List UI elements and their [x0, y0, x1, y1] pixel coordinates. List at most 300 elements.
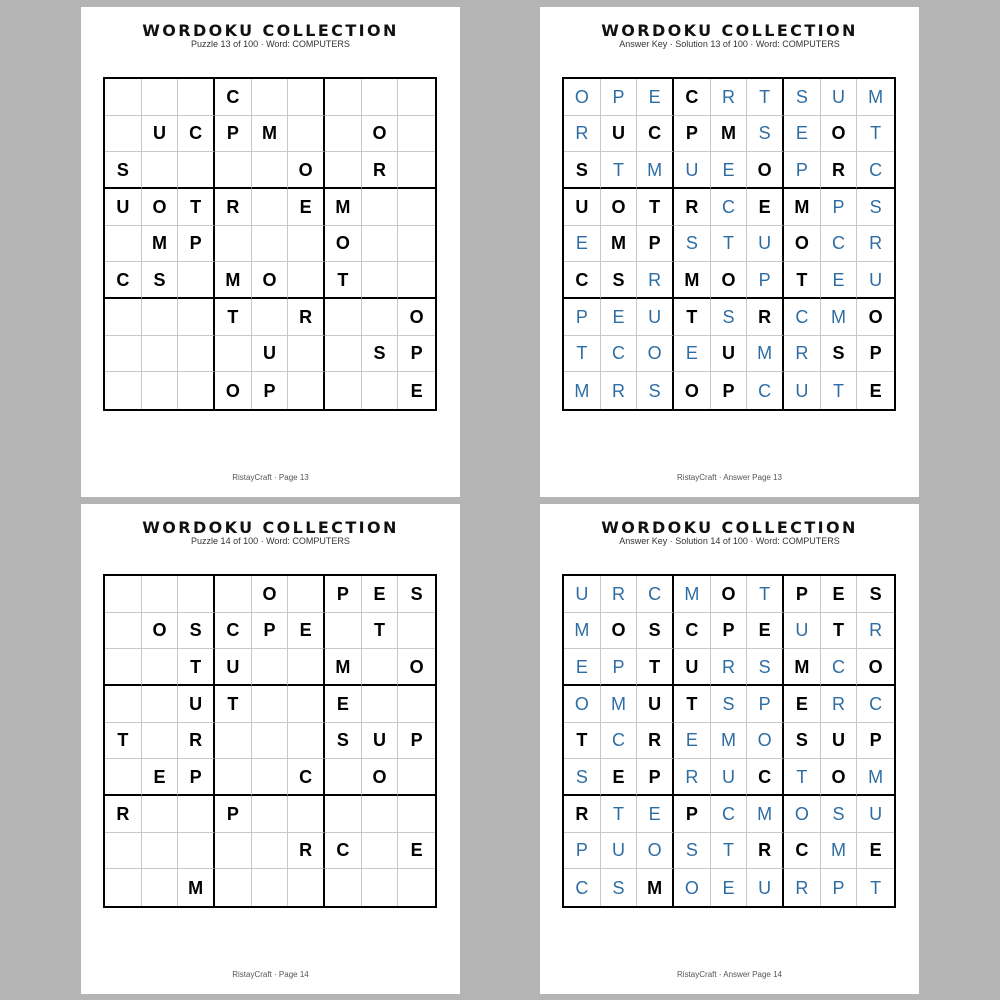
grid-cell: T	[601, 796, 638, 833]
grid-cell: R	[215, 189, 252, 226]
grid-cell: O	[784, 226, 821, 263]
grid-cell: M	[564, 372, 601, 409]
grid-cell	[288, 116, 325, 153]
grid-cell: S	[637, 372, 674, 409]
grid-cell: M	[674, 576, 711, 613]
grid-cell	[215, 723, 252, 760]
grid-cell	[325, 372, 362, 409]
grid-cell: E	[674, 336, 711, 373]
grid-cell: C	[178, 116, 215, 153]
page-subtitle: Answer Key · Solution 14 of 100 · Word: COMPUTERS	[619, 536, 840, 546]
grid-cell	[398, 613, 435, 650]
grid-cell: O	[288, 152, 325, 189]
grid-cell: R	[784, 869, 821, 906]
grid-cell: S	[637, 613, 674, 650]
grid-cell: C	[821, 226, 858, 263]
grid-cell: R	[637, 723, 674, 760]
grid-cell: R	[821, 152, 858, 189]
grid-cell: T	[215, 299, 252, 336]
grid-cell: O	[747, 152, 784, 189]
grid-cell: C	[747, 759, 784, 796]
grid-cell: E	[784, 686, 821, 723]
grid-cell: C	[601, 336, 638, 373]
grid-cell: C	[711, 189, 748, 226]
grid-cell: C	[857, 152, 894, 189]
grid-cell: E	[288, 189, 325, 226]
grid-cell	[252, 649, 289, 686]
grid-cell: P	[215, 796, 252, 833]
grid-cell	[105, 613, 142, 650]
grid-cell: S	[674, 833, 711, 870]
grid-cell: O	[564, 79, 601, 116]
grid-cell: C	[784, 833, 821, 870]
grid-cell: R	[288, 299, 325, 336]
grid-cell: R	[674, 189, 711, 226]
grid-cell: S	[325, 723, 362, 760]
grid-cell: P	[325, 576, 362, 613]
grid-cell	[142, 649, 179, 686]
grid-cell	[398, 116, 435, 153]
grid-cell	[362, 869, 399, 906]
grid-cell: P	[637, 759, 674, 796]
grid-cell: O	[215, 372, 252, 409]
grid-cell	[325, 336, 362, 373]
grid-cell: T	[821, 613, 858, 650]
grid-cell: S	[674, 226, 711, 263]
grid-cell: R	[857, 226, 894, 263]
grid-cell: O	[711, 262, 748, 299]
grid-cell: M	[601, 226, 638, 263]
grid-cell	[105, 336, 142, 373]
grid-cell	[362, 226, 399, 263]
grid-cell: U	[637, 299, 674, 336]
grid-cell: P	[674, 796, 711, 833]
grid-cell: U	[747, 869, 784, 906]
grid-cell	[142, 833, 179, 870]
grid-cell: S	[105, 152, 142, 189]
grid-cell: C	[784, 299, 821, 336]
grid-cell: E	[398, 833, 435, 870]
grid-cell: M	[821, 299, 858, 336]
grid-cell: T	[857, 116, 894, 153]
grid-cell: E	[288, 613, 325, 650]
grid-cell: O	[564, 686, 601, 723]
grid-cell	[325, 613, 362, 650]
grid-cell	[362, 189, 399, 226]
grid-cell: E	[564, 649, 601, 686]
grid-cell	[142, 336, 179, 373]
grid-cell: R	[821, 686, 858, 723]
grid-cell	[325, 796, 362, 833]
grid-cell	[105, 576, 142, 613]
grid-cell	[252, 299, 289, 336]
grid-cell	[142, 796, 179, 833]
grid-cell	[105, 686, 142, 723]
grid-cell	[398, 79, 435, 116]
grid-cell: O	[674, 372, 711, 409]
grid-cell: U	[857, 262, 894, 299]
grid-cell: C	[215, 79, 252, 116]
grid-cell	[325, 869, 362, 906]
grid-cell	[105, 833, 142, 870]
page-subtitle: Puzzle 14 of 100 · Word: COMPUTERS	[191, 536, 350, 546]
grid-cell: T	[870, 877, 882, 898]
grid-cell: M	[637, 869, 674, 906]
grid-cell: M	[747, 796, 784, 833]
grid-cell	[178, 833, 215, 870]
grid-cell	[362, 262, 399, 299]
page-subtitle: Answer Key · Solution 13 of 100 · Word: COMPUTERS	[619, 39, 840, 49]
grid-cell: M	[857, 79, 894, 116]
grid-cell: R	[784, 336, 821, 373]
grid-cell: P	[252, 613, 289, 650]
grid-cell: T	[747, 576, 784, 613]
grid-cell: O	[601, 189, 638, 226]
grid-cell: M	[178, 869, 215, 906]
grid-cell	[142, 79, 179, 116]
grid-cell: T	[178, 189, 215, 226]
answer-page-13	[540, 7, 919, 497]
grid-cell: R	[362, 152, 399, 189]
grid-cell: E	[325, 686, 362, 723]
grid-cell	[252, 79, 289, 116]
grid-cell: U	[215, 649, 252, 686]
grid-cell: R	[288, 833, 325, 870]
grid-cell	[398, 152, 435, 189]
grid-cell	[398, 686, 435, 723]
grid-cell: R	[601, 372, 638, 409]
page-footer: RistayCraft · Answer Page 14	[677, 970, 782, 979]
grid-cell: P	[857, 723, 894, 760]
grid-cell: S	[784, 723, 821, 760]
grid-cell: O	[857, 649, 894, 686]
grid-cell: M	[142, 226, 179, 263]
grid-cell: S	[564, 759, 601, 796]
grid-cell	[288, 336, 325, 373]
grid-cell: P	[821, 869, 858, 906]
grid-cell	[252, 723, 289, 760]
grid-cell	[105, 759, 142, 796]
grid-cell: O	[362, 759, 399, 796]
grid-cell	[142, 152, 179, 189]
grid-cell: M	[784, 189, 821, 226]
page-title: WORDOKU COLLECTION	[601, 21, 858, 40]
grid-cell: O	[747, 723, 784, 760]
grid-cell	[288, 869, 325, 906]
grid-cell	[105, 869, 142, 906]
grid-cell	[142, 299, 179, 336]
grid-cell: M	[601, 686, 638, 723]
grid-cell	[325, 79, 362, 116]
grid-cell: C	[711, 796, 748, 833]
grid-cell: R	[178, 723, 215, 760]
grid-cell: S	[601, 869, 638, 906]
grid-cell	[142, 723, 179, 760]
grid-cell: C	[821, 649, 858, 686]
grid-cell	[398, 189, 435, 226]
grid-cell: R	[105, 796, 142, 833]
grid-cell	[362, 649, 399, 686]
grid-cell	[252, 189, 289, 226]
grid-cell: P	[784, 152, 821, 189]
grid-cell: P	[821, 189, 858, 226]
grid-cell: U	[105, 189, 142, 226]
grid-cell: E	[821, 576, 858, 613]
grid-cell: P	[747, 262, 784, 299]
grid-cell: P	[215, 116, 252, 153]
grid-cell: E	[711, 869, 748, 906]
grid-cell	[362, 79, 399, 116]
grid-cell	[398, 869, 435, 906]
grid-cell	[105, 226, 142, 263]
grid-cell: S	[857, 576, 894, 613]
grid-cell: T	[747, 79, 784, 116]
grid-cell	[215, 576, 252, 613]
grid-cell	[105, 116, 142, 153]
grid-cell: O	[674, 869, 711, 906]
grid-cell: U	[142, 116, 179, 153]
grid-cell: R	[711, 649, 748, 686]
grid-cell: P	[784, 576, 821, 613]
grid-cell: S	[821, 796, 858, 833]
grid-cell: T	[564, 336, 601, 373]
grid-cell: M	[564, 613, 601, 650]
grid-cell: E	[601, 299, 638, 336]
grid-cell: T	[362, 613, 399, 650]
grid-cell: M	[325, 189, 362, 226]
grid-cell: T	[637, 649, 674, 686]
grid-cell	[252, 869, 289, 906]
grid-cell: S	[711, 299, 748, 336]
puzzle-page-13	[81, 7, 460, 497]
grid-cell: U	[178, 686, 215, 723]
grid-cell: E	[601, 759, 638, 796]
grid-cell	[178, 79, 215, 116]
grid-cell: C	[564, 262, 601, 299]
grid-cell	[178, 262, 215, 299]
grid-cell: O	[252, 262, 289, 299]
grid-cell: C	[674, 613, 711, 650]
grid-cell	[252, 686, 289, 723]
grid-cell: P	[178, 226, 215, 263]
grid-cell	[215, 759, 252, 796]
grid-cell: P	[674, 116, 711, 153]
grid-cell	[288, 796, 325, 833]
page-subtitle: Puzzle 13 of 100 · Word: COMPUTERS	[191, 39, 350, 49]
grid-cell	[252, 226, 289, 263]
grid-cell: O	[142, 189, 179, 226]
grid-cell: C	[637, 116, 674, 153]
grid-cell: U	[564, 576, 601, 613]
grid-cell	[215, 226, 252, 263]
grid-cell	[178, 576, 215, 613]
grid-cell: T	[601, 152, 638, 189]
grid-cell: M	[252, 116, 289, 153]
grid-cell: E	[674, 723, 711, 760]
grid-cell: O	[784, 796, 821, 833]
grid-cell	[215, 869, 252, 906]
grid-cell: O	[711, 576, 748, 613]
grid-cell: C	[325, 833, 362, 870]
grid-cell	[288, 723, 325, 760]
page-footer: RistayCraft · Answer Page 13	[677, 473, 782, 482]
grid-cell: S	[711, 686, 748, 723]
grid-cell: U	[362, 723, 399, 760]
grid-cell: U	[747, 226, 784, 263]
grid-cell: O	[142, 613, 179, 650]
page-title: WORDOKU COLLECTION	[601, 518, 858, 537]
grid-cell: E	[637, 796, 674, 833]
grid-cell: T	[325, 262, 362, 299]
grid-cell	[325, 759, 362, 796]
grid-cell: T	[674, 299, 711, 336]
grid-cell: C	[637, 576, 674, 613]
grid-cell	[325, 116, 362, 153]
grid-cell: R	[747, 833, 784, 870]
grid-cell: S	[564, 152, 601, 189]
grid-cell: U	[637, 686, 674, 723]
grid-cell: S	[747, 649, 784, 686]
grid-cell	[215, 833, 252, 870]
grid-cell: U	[564, 189, 601, 226]
grid-cell: P	[564, 833, 601, 870]
grid-cell: O	[821, 116, 858, 153]
grid-cell: S	[178, 613, 215, 650]
grid-cell	[325, 152, 362, 189]
grid-cell: R	[711, 79, 748, 116]
grid-cell	[178, 152, 215, 189]
grid-cell: R	[564, 796, 601, 833]
page-title: WORDOKU COLLECTION	[142, 518, 399, 537]
grid-cell: M	[857, 759, 894, 796]
grid-cell: E	[637, 79, 674, 116]
grid-cell: E	[869, 380, 882, 401]
grid-cell: T	[784, 759, 821, 796]
grid-cell	[142, 686, 179, 723]
grid-cell	[288, 576, 325, 613]
grid-cell: T	[784, 262, 821, 299]
grid-cell: U	[857, 796, 894, 833]
grid-cell	[398, 759, 435, 796]
grid-cell: T	[821, 372, 858, 409]
grid-cell	[178, 372, 215, 409]
grid-cell: P	[398, 723, 435, 760]
grid-cell: M	[325, 649, 362, 686]
grid-cell: O	[252, 576, 289, 613]
grid-cell: M	[674, 262, 711, 299]
grid-cell	[252, 796, 289, 833]
grid-cell	[178, 796, 215, 833]
puzzle-grid	[103, 574, 437, 908]
grid-cell: P	[601, 79, 638, 116]
grid-cell	[362, 299, 399, 336]
answer-grid	[562, 574, 896, 908]
grid-cell: O	[601, 613, 638, 650]
grid-cell	[105, 299, 142, 336]
grid-cell: O	[398, 649, 435, 686]
page-footer: RistayCraft · Page 13	[232, 473, 309, 482]
grid-cell: U	[601, 116, 638, 153]
grid-cell: T	[105, 723, 142, 760]
grid-cell: S	[601, 262, 638, 299]
grid-cell	[252, 759, 289, 796]
grid-cell: S	[398, 576, 435, 613]
grid-cell: U	[711, 759, 748, 796]
grid-cell: E	[747, 189, 784, 226]
grid-cell: M	[784, 649, 821, 686]
grid-cell: O	[857, 299, 894, 336]
grid-cell: S	[747, 116, 784, 153]
grid-cell: R	[857, 613, 894, 650]
grid-cell: P	[637, 226, 674, 263]
grid-cell: U	[821, 79, 858, 116]
grid-cell: U	[784, 372, 821, 409]
grid-cell: U	[674, 649, 711, 686]
grid-cell: T	[178, 649, 215, 686]
grid-cell	[398, 226, 435, 263]
grid-cell: T	[564, 723, 601, 760]
grid-cell	[398, 262, 435, 299]
grid-cell	[215, 336, 252, 373]
grid-cell: M	[747, 336, 784, 373]
grid-cell: R	[674, 759, 711, 796]
grid-cell: E	[821, 262, 858, 299]
grid-cell: T	[674, 686, 711, 723]
page-footer: RistayCraft · Page 14	[232, 970, 309, 979]
grid-cell: R	[564, 116, 601, 153]
grid-cell	[142, 372, 179, 409]
grid-cell: C	[674, 79, 711, 116]
grid-cell: E	[711, 152, 748, 189]
grid-cell: P	[564, 299, 601, 336]
grid-cell: T	[215, 686, 252, 723]
grid-cell: U	[711, 336, 748, 373]
grid-cell: P	[178, 759, 215, 796]
grid-cell: C	[564, 869, 601, 906]
grid-cell: E	[857, 833, 894, 870]
grid-cell: P	[711, 613, 748, 650]
grid-cell: P	[857, 336, 894, 373]
grid-cell: P	[711, 372, 748, 409]
grid-cell: U	[674, 152, 711, 189]
grid-cell: S	[857, 189, 894, 226]
grid-cell	[142, 576, 179, 613]
grid-cell	[362, 796, 399, 833]
grid-cell: C	[215, 613, 252, 650]
grid-cell: E	[747, 613, 784, 650]
grid-cell: O	[637, 336, 674, 373]
grid-cell	[398, 796, 435, 833]
grid-cell: R	[601, 576, 638, 613]
grid-cell: E	[362, 576, 399, 613]
grid-cell	[288, 649, 325, 686]
grid-cell: T	[711, 226, 748, 263]
grid-cell: U	[601, 833, 638, 870]
grid-cell: U	[821, 723, 858, 760]
grid-cell: E	[784, 116, 821, 153]
grid-cell	[105, 649, 142, 686]
grid-cell	[288, 262, 325, 299]
grid-cell: O	[637, 833, 674, 870]
grid-cell: M	[711, 116, 748, 153]
grid-cell: C	[105, 262, 142, 299]
grid-cell: C	[857, 686, 894, 723]
grid-cell: O	[325, 226, 362, 263]
grid-cell	[362, 833, 399, 870]
grid-cell: S	[821, 336, 858, 373]
grid-cell	[252, 152, 289, 189]
grid-cell	[215, 152, 252, 189]
